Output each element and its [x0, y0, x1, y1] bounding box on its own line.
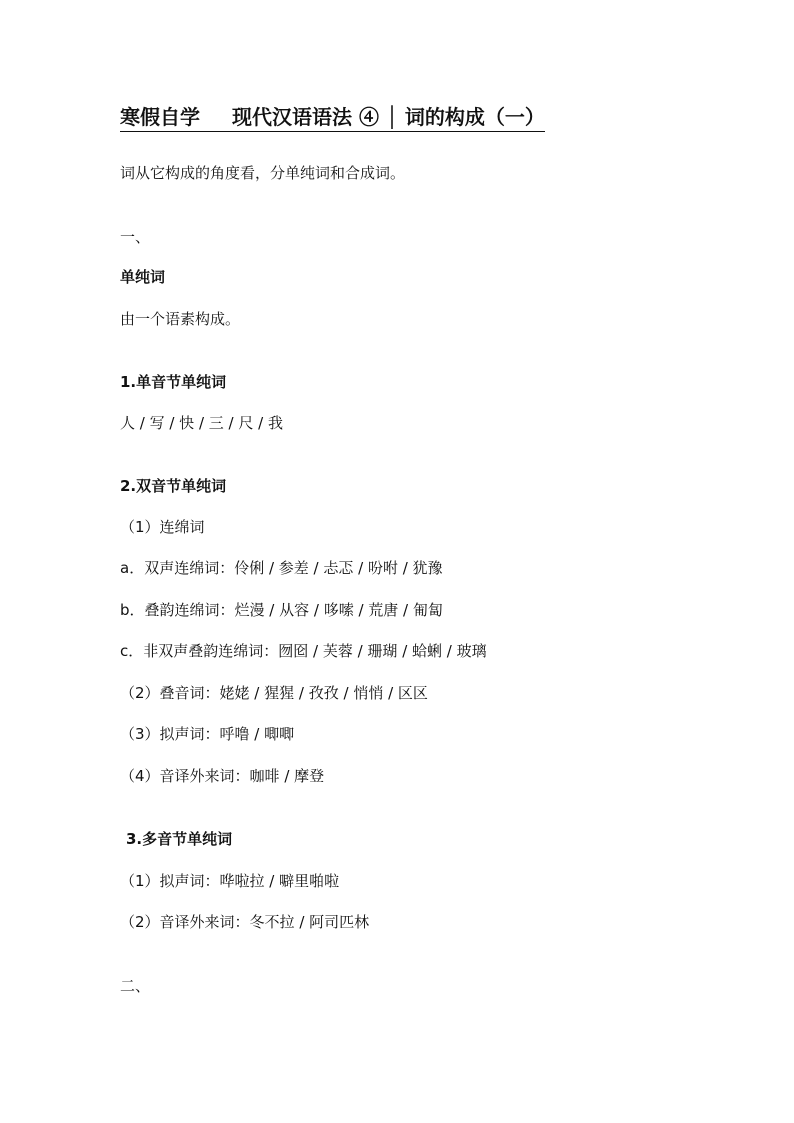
- disyllabic-item-a: a．双声连绵词：伶俐 / 参差 / 忐忑 / 吩咐 / 犹豫: [120, 559, 443, 577]
- monosyllabic-examples: 人 / 写 / 快 / 三 / 尺 / 我: [120, 414, 283, 432]
- disyllabic-sub4: （4）音译外来词：咖啡 / 摩登: [120, 767, 325, 785]
- title-left: 寒假自学: [120, 105, 200, 129]
- polysyllabic-heading: 3.多音节单纯词: [126, 830, 233, 848]
- polysyllabic-sub2: （2）音译外来词：冬不拉 / 阿司匹林: [120, 913, 370, 931]
- section-1-definition: 由一个语素构成。: [120, 310, 241, 328]
- disyllabic-item-b: b．叠韵连绵词：烂漫 / 从容 / 哆嗦 / 荒唐 / 匍匐: [120, 601, 443, 619]
- section-1-heading: 单纯词: [120, 268, 166, 286]
- monosyllabic-heading: 1.单音节单纯词: [120, 373, 227, 391]
- disyllabic-sub1: （1）连绵词: [120, 518, 205, 536]
- page-title: [120, 104, 545, 132]
- disyllabic-heading: 2.双音节单纯词: [120, 477, 227, 495]
- disyllabic-item-c: c．非双声叠韵连绵词：囫囵 / 芙蓉 / 珊瑚 / 蛤蜊 / 玻璃: [120, 642, 487, 660]
- disyllabic-sub3: （3）拟声词：呼噜 / 唧唧: [120, 725, 295, 743]
- intro-text: 词从它构成的角度看，分单纯词和合成词。: [120, 164, 406, 182]
- title-right: 现代汉语语法 ④ │ 词的构成（一）: [232, 105, 545, 129]
- section-2-number: 二、: [120, 977, 151, 995]
- section-1-number: 一、: [120, 228, 151, 246]
- polysyllabic-sub1: （1）拟声词：哗啦拉 / 噼里啪啦: [120, 872, 340, 890]
- disyllabic-sub2: （2）叠音词：姥姥 / 猩猩 / 孜孜 / 悄悄 / 区区: [120, 684, 428, 702]
